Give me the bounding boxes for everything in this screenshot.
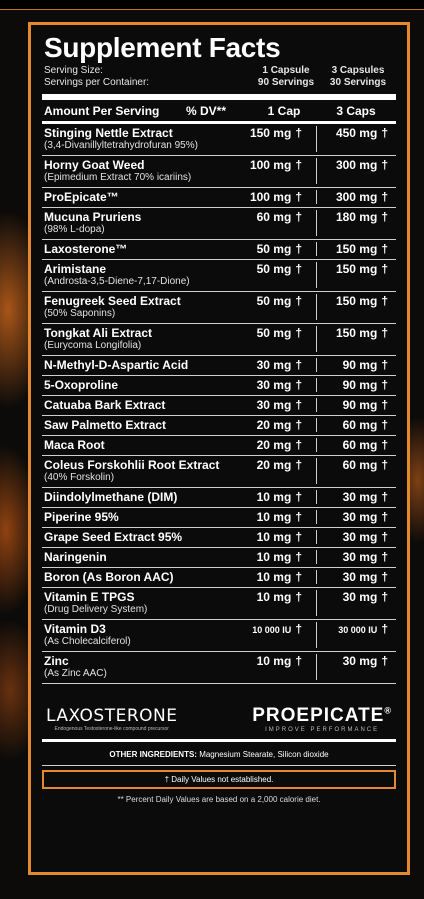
brand-logos [42,684,396,742]
dagger-mark: † [295,378,302,392]
table-row [42,588,396,620]
top-bar [0,0,424,10]
amount-1-cap: 30 mg [256,358,292,372]
table-row [42,396,396,416]
amount-3-caps: 30 mg [342,590,378,604]
proepicate-wordmark: PROEPICATE [252,704,385,726]
serving-info [42,65,396,100]
amount-3-caps: 450 mg [335,126,378,140]
amount-3-caps: 150 mg [335,262,378,276]
amount-1-cap: 50 mg [256,294,292,308]
table-row [42,620,396,652]
amount-1-cap: 10 000 IU [252,625,292,635]
other-ingredients [42,742,396,766]
ingredient-detail: (40% Forskolin) [44,472,115,483]
proepicate-logo [252,705,392,733]
dagger-mark: † [295,570,302,584]
table-row [42,292,396,324]
amount-1-cap: 50 mg [256,326,292,340]
ingredient-name: N-Methyl-D-Aspartic Acid [44,358,189,372]
dagger-mark: † [381,490,388,504]
amount-3-caps: 150 mg [335,294,378,308]
dagger-mark: † [295,158,302,172]
amount-3-caps: 30 mg [342,510,378,524]
dagger-mark: † [381,378,388,392]
table-row [42,188,396,208]
dagger-mark: † [295,510,302,524]
dagger-mark: † [381,438,388,452]
ingredient-name: Stinging Nettle Extract [44,126,173,140]
registered-mark: ® [384,705,392,716]
amount-1-cap: 10 mg [256,590,292,604]
dagger-mark: † [295,490,302,504]
laxosterone-tagline: Endogenous Testosterone-like compound precursor [54,725,169,732]
ingredient-name: Naringenin [44,550,107,564]
col1-servings: 90 Servings [257,77,315,88]
amount-1-cap: 30 mg [256,378,292,392]
panel-title: Supplement Facts [44,32,281,63]
table-row [42,508,396,528]
amount-1-cap: 10 mg [256,490,292,504]
ingredient-detail: (As Zinc AAC) [44,668,107,679]
ingredient-name: 5-Oxoproline [44,378,119,392]
dagger-mark: † [381,242,388,256]
dagger-mark: † [295,398,302,412]
ingredient-name: Piperine 95% [44,510,119,524]
ingredient-name: Zinc [44,654,69,668]
ingredient-name: Maca Root [44,438,105,452]
table-header [42,100,396,124]
amount-3-caps: 150 mg [335,326,378,340]
amount-3-caps: 30 000 IU [338,625,378,635]
dagger-mark: † [381,622,388,636]
table-row [42,416,396,436]
amount-1-cap: 10 mg [256,550,292,564]
dagger-mark: † [381,326,388,340]
amount-1-cap: 50 mg [256,242,292,256]
ingredient-name: Grape Seed Extract 95% [44,530,183,544]
table-row [42,156,396,188]
dagger-mark: † [381,510,388,524]
ingredient-name: Vitamin D3 [44,622,106,636]
laxosterone-wordmark: LAXOSTERONE [46,705,178,726]
dagger-mark: † [295,242,302,256]
other-ingredients-value: Magnesium Stearate, Silicon dioxide [199,750,329,759]
table-row [42,240,396,260]
serving-size-label: Serving Size: [44,65,103,76]
amount-1-cap: 60 mg [256,210,292,224]
dagger-mark: † [295,418,302,432]
ingredient-name: Diindolylmethane (DIM) [44,490,178,504]
table-row [42,652,396,684]
amount-1-cap: 10 mg [256,510,292,524]
amount-1-cap: 150 mg [249,126,292,140]
amount-1-cap: 20 mg [256,458,292,472]
ingredient-name: Arimistane [44,262,107,276]
ingredient-name: Fenugreek Seed Extract [44,294,181,308]
table-row [42,208,396,240]
ingredient-detail: (98% L-dopa) [44,224,105,235]
supplement-facts-panel [28,22,410,875]
table-row [42,456,396,488]
dagger-mark: † [295,550,302,564]
dagger-mark: † [295,438,302,452]
amount-1-cap: 10 mg [256,530,292,544]
amount-3-caps: 300 mg [335,190,378,204]
amount-3-caps: 30 mg [342,570,378,584]
header-col2: 3 Caps [336,104,376,118]
dagger-mark: † [381,210,388,224]
dagger-mark: † [295,458,302,472]
amount-3-caps: 90 mg [342,398,378,412]
proepicate-tagline: IMPROVE PERFORMANCE [265,726,380,733]
ingredient-name: Mucuna Pruriens [44,210,142,224]
amount-3-caps: 30 mg [342,490,378,504]
header-amount: Amount Per Serving [44,104,160,118]
dagger-mark: † [381,654,388,668]
ingredient-detail: (50% Saponins) [44,308,116,319]
table-row [42,528,396,548]
ingredient-name: ProEpicate™ [44,190,119,204]
table-row [42,324,396,356]
footnote: ** Percent Daily Values are based on a 2,000 calorie diet. [117,795,321,804]
dv-note: † Daily Values not established. [42,770,396,789]
dagger-mark: † [381,550,388,564]
ingredient-name: Laxosterone™ [44,242,128,256]
amount-1-cap: 20 mg [256,418,292,432]
amount-3-caps: 30 mg [342,654,378,668]
ingredient-detail: (Androsta-3,5-Diene-7,17-Dione) [44,276,190,287]
col2-servings: 30 Servings [329,77,387,88]
laxosterone-logo [46,706,178,732]
dagger-mark: † [295,294,302,308]
ingredient-name: Tongkat Ali Extract [44,326,153,340]
amount-1-cap: 10 mg [256,654,292,668]
dagger-mark: † [381,530,388,544]
amount-1-cap: 30 mg [256,398,292,412]
ingredient-name: Saw Palmetto Extract [44,418,167,432]
dagger-mark: † [295,622,302,636]
ingredient-detail: (As Cholecalciferol) [44,636,131,647]
table-row [42,548,396,568]
amount-1-cap: 100 mg [249,190,292,204]
dagger-mark: † [381,294,388,308]
amount-1-cap: 100 mg [249,158,292,172]
col1-serving-size: 1 Capsule [262,65,310,76]
header-dv: % DV** [186,104,227,118]
dagger-mark: † [381,418,388,432]
amount-3-caps: 60 mg [342,418,378,432]
table-row [42,568,396,588]
table-row [42,436,396,456]
dagger-mark: † [295,590,302,604]
dagger-mark: † [295,654,302,668]
ingredient-name: Boron (As Boron AAC) [44,570,174,584]
amount-3-caps: 30 mg [342,530,378,544]
amount-3-caps: 150 mg [335,242,378,256]
amount-3-caps: 30 mg [342,550,378,564]
dagger-mark: † [295,530,302,544]
header-col1: 1 Cap [267,104,301,118]
dagger-mark: † [295,190,302,204]
ingredient-name: Catuaba Bark Extract [44,398,166,412]
amount-3-caps: 90 mg [342,378,378,392]
dagger-mark: † [381,358,388,372]
dagger-mark: † [295,358,302,372]
dagger-mark: † [381,190,388,204]
ingredient-detail: (Drug Delivery System) [44,604,148,615]
dagger-mark: † [295,210,302,224]
ingredient-detail: (Eurycoma Longifolia) [44,340,142,351]
dagger-mark: † [381,398,388,412]
dagger-mark: † [381,458,388,472]
dagger-mark: † [295,262,302,276]
dagger-mark: † [381,158,388,172]
amount-3-caps: 300 mg [335,158,378,172]
table-row [42,356,396,376]
col2-serving-size: 3 Capsules [331,65,385,76]
amount-3-caps: 60 mg [342,458,378,472]
ingredient-name: Vitamin E TPGS [44,590,135,604]
dagger-mark: † [381,262,388,276]
ingredient-detail: (Epimedium Extract 70% icariins) [44,172,192,183]
amount-3-caps: 60 mg [342,438,378,452]
ingredient-name: Horny Goat Weed [44,158,145,172]
ingredient-rows [42,124,396,684]
amount-3-caps: 180 mg [335,210,378,224]
table-row [42,260,396,292]
amount-1-cap: 20 mg [256,438,292,452]
other-ingredients-label: OTHER INGREDIENTS: [109,750,197,759]
dagger-mark: † [381,590,388,604]
amount-1-cap: 50 mg [256,262,292,276]
table-row [42,124,396,156]
amount-3-caps: 90 mg [342,358,378,372]
dagger-mark: † [295,326,302,340]
servings-per-container-label: Servings per Container: [44,77,150,88]
table-row [42,376,396,396]
dagger-mark: † [381,570,388,584]
amount-1-cap: 10 mg [256,570,292,584]
ingredient-name: Coleus Forskohlii Root Extract [44,458,220,472]
ingredient-detail: (3,4-Divanillyltetrahydrofuran 95%) [44,140,198,151]
dagger-mark: † [381,126,388,140]
table-row [42,488,396,508]
dagger-mark: † [295,126,302,140]
